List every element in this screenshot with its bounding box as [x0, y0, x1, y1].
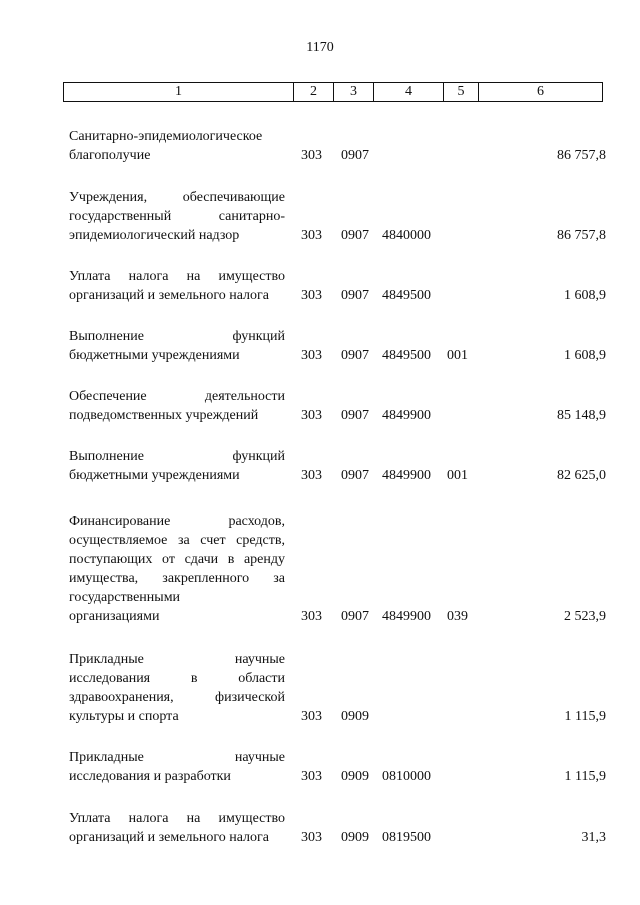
- description-line: подведомственных учреждений: [69, 408, 259, 423]
- cell-c6: 2 523,9: [564, 609, 606, 624]
- header-col-1: 1: [64, 83, 294, 101]
- cell-c4: 4849900: [382, 408, 431, 423]
- cell-c3: 0907: [341, 228, 369, 243]
- cell-c2: 303: [301, 609, 322, 624]
- cell-c6: 85 148,9: [557, 408, 606, 423]
- description-line: организаций и земельного налога: [69, 288, 269, 303]
- description-line: государственный санитарно-: [69, 209, 285, 224]
- cell-c4: 4849500: [382, 288, 431, 303]
- description-line: исследования и разработки: [69, 769, 231, 784]
- cell-c6: 1 115,9: [564, 709, 606, 724]
- cell-c6: 86 757,8: [557, 228, 606, 243]
- row-description: [69, 748, 285, 786]
- row-description: [69, 188, 285, 245]
- cell-c2: 303: [301, 709, 322, 724]
- cell-c3: 0909: [341, 830, 369, 845]
- row-description: [69, 650, 285, 726]
- cell-c4: 0810000: [382, 769, 431, 784]
- description-line: организаций и земельного налога: [69, 830, 269, 845]
- description-line: Прикладные научные: [69, 750, 285, 765]
- description-line: имущества, закрепленного за: [69, 571, 285, 586]
- row-description: [69, 512, 285, 626]
- header-col-3: 3: [334, 83, 374, 101]
- description-line: Уплата налога на имущество: [69, 269, 285, 284]
- cell-c3: 0909: [341, 709, 369, 724]
- cell-c3: 0907: [341, 288, 369, 303]
- header-col-5: 5: [444, 83, 479, 101]
- row-description: [69, 127, 285, 165]
- description-line: Обеспечение деятельности: [69, 389, 285, 404]
- cell-c2: 303: [301, 830, 322, 845]
- description-line: государственными: [69, 590, 181, 605]
- cell-c2: 303: [301, 148, 322, 163]
- cell-c3: 0907: [341, 348, 369, 363]
- cell-c6: 31,3: [581, 830, 606, 845]
- table-header: [63, 82, 603, 102]
- cell-c4: 4849900: [382, 609, 431, 624]
- header-col-2: 2: [294, 83, 334, 101]
- description-line: здравоохранения, физической: [69, 690, 285, 705]
- cell-c6: 1 608,9: [564, 288, 606, 303]
- cell-c6: 86 757,8: [557, 148, 606, 163]
- row-description: [69, 809, 285, 847]
- row-description: [69, 447, 285, 485]
- cell-c4: 4849500: [382, 348, 431, 363]
- cell-c2: 303: [301, 288, 322, 303]
- cell-c3: 0907: [341, 408, 369, 423]
- page-number: 1170: [306, 40, 334, 55]
- cell-c2: 303: [301, 769, 322, 784]
- description-line: бюджетными учреждениями: [69, 468, 240, 483]
- cell-c5: 001: [447, 348, 468, 363]
- row-description: [69, 267, 285, 305]
- description-line: Санитарно-эпидемиологическое: [69, 129, 263, 144]
- description-line: Выполнение функций: [69, 449, 285, 464]
- cell-c4: 4849900: [382, 468, 431, 483]
- cell-c3: 0909: [341, 769, 369, 784]
- cell-c3: 0907: [341, 609, 369, 624]
- row-description: [69, 387, 285, 425]
- description-line: Учреждения, обеспечивающие: [69, 190, 285, 205]
- cell-c5: 001: [447, 468, 468, 483]
- cell-c4: 4840000: [382, 228, 431, 243]
- cell-c6: 82 625,0: [557, 468, 606, 483]
- description-line: осуществляемое за счет средств,: [69, 533, 285, 548]
- description-line: Выполнение функций: [69, 329, 285, 344]
- description-line: Финансирование расходов,: [69, 514, 285, 529]
- cell-c2: 303: [301, 348, 322, 363]
- cell-c3: 0907: [341, 468, 369, 483]
- description-line: поступающих от сдачи в аренду: [69, 552, 285, 567]
- cell-c5: 039: [447, 609, 468, 624]
- cell-c2: 303: [301, 468, 322, 483]
- description-line: эпидемиологический надзор: [69, 228, 240, 243]
- description-line: благополучие: [69, 148, 151, 163]
- description-line: культуры и спорта: [69, 709, 179, 724]
- header-col-6: 6: [537, 84, 544, 99]
- description-line: бюджетными учреждениями: [69, 348, 240, 363]
- cell-c2: 303: [301, 408, 322, 423]
- description-line: организациями: [69, 609, 160, 624]
- description-line: Прикладные научные: [69, 652, 285, 667]
- description-line: исследования в области: [69, 671, 285, 686]
- cell-c6: 1 608,9: [564, 348, 606, 363]
- cell-c4: 0819500: [382, 830, 431, 845]
- description-line: Уплата налога на имущество: [69, 811, 285, 826]
- cell-c2: 303: [301, 228, 322, 243]
- row-description: [69, 327, 285, 365]
- cell-c3: 0907: [341, 148, 369, 163]
- header-col-4: 4: [374, 83, 444, 101]
- cell-c6: 1 115,9: [564, 769, 606, 784]
